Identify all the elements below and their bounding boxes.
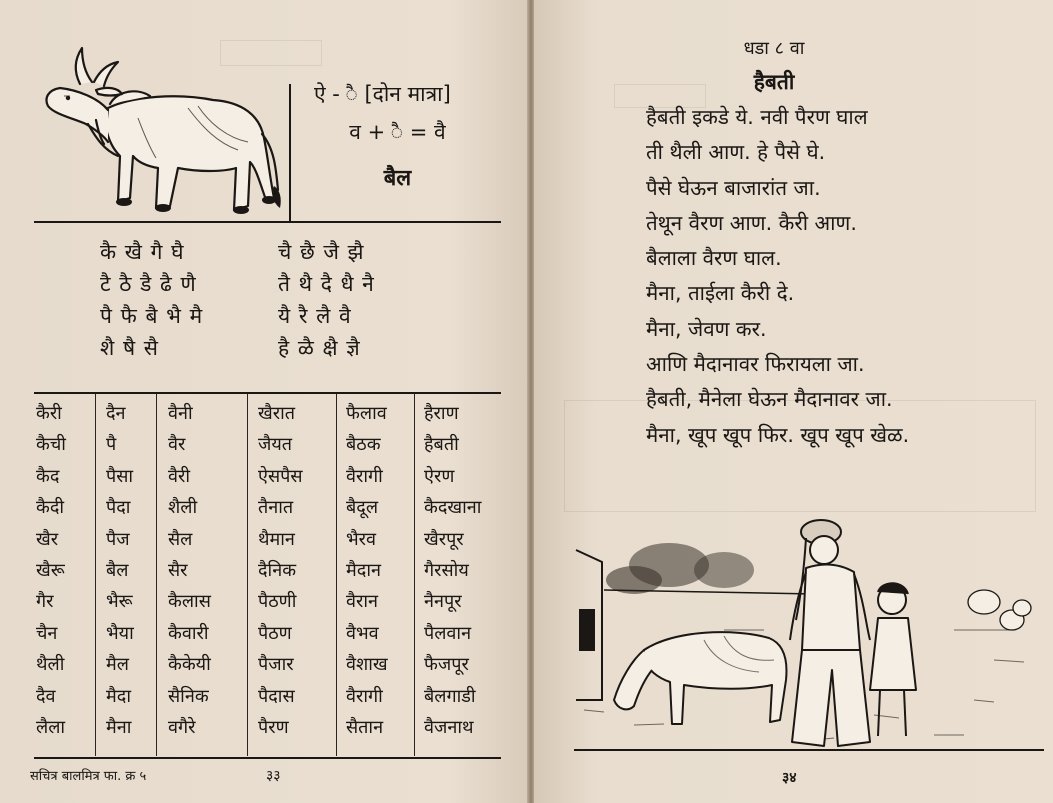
vowel-title: ऐ - ै [दोन मात्रा] [314, 82, 451, 106]
word: जैयत [258, 434, 293, 456]
word: कैलास [168, 591, 211, 613]
rule-middle [34, 392, 501, 394]
column-divider [247, 394, 248, 756]
word-column-6 [424, 401, 481, 746]
word: दैनिक [258, 559, 297, 581]
word: हैबती [424, 434, 459, 456]
word: थैली [36, 654, 65, 676]
rule-top [34, 221, 501, 223]
word: सैनिक [168, 685, 209, 707]
word: फैजपूर [424, 654, 469, 676]
word: खैरात [258, 403, 296, 424]
syllable-row: यै रै लै वै [278, 304, 352, 328]
word: दैन [106, 403, 126, 424]
rule-bottom [34, 757, 501, 759]
word: बैठक [346, 434, 381, 456]
word: वैर [168, 434, 186, 456]
word: शैली [168, 497, 198, 519]
word: कैकेयी [168, 654, 211, 676]
word: खैरू [36, 559, 65, 581]
word: वैभव [346, 622, 379, 644]
word: तैनात [258, 497, 294, 519]
word: गैरसोय [424, 559, 469, 581]
story-line: ती थैली आण. हे पैसे घे. [646, 140, 826, 165]
word: खैर [36, 528, 59, 550]
word: गैर [36, 591, 54, 613]
word: वैशाख [346, 654, 388, 676]
word: ऐसपैस [258, 465, 303, 487]
page-number-right: ३४ [782, 770, 797, 786]
word: पै [106, 434, 117, 456]
story-line: मैना, खूप खूप फिर. खूप खूप खेळ. [646, 422, 910, 447]
right-page [534, 0, 1053, 803]
word: कैद [36, 465, 60, 487]
syllable-row: चै छै जै झै [278, 240, 365, 264]
word: ऐरण [424, 465, 455, 487]
syllable-row: तै थै दै धै नै [278, 272, 375, 296]
lesson-title: हैबती [753, 70, 795, 94]
word: पैठण [258, 622, 292, 644]
word: कैदखाना [424, 497, 482, 519]
word: पैसा [106, 465, 134, 487]
syllable-row: शै षै सै [100, 336, 159, 360]
word: वैरागी [346, 685, 383, 707]
vowel-box [300, 80, 495, 192]
syllables-left [100, 238, 203, 366]
syllable-row: है ळै क्षै ज्ञै [278, 336, 361, 360]
word-column-5 [346, 401, 388, 746]
story-line: तेथून वैरण आण. कैरी आण. [646, 210, 857, 235]
word: बैल [106, 559, 129, 581]
story-line: हैबती इकडे ये. नवी पैरण घाल [646, 105, 868, 129]
word-column-3 [168, 401, 211, 746]
story-text [646, 103, 909, 456]
word-column-2 [106, 401, 134, 746]
word: पैजार [258, 654, 294, 676]
word: लैला [36, 716, 66, 738]
word: सैतान [346, 716, 384, 738]
word: कैवारी [168, 622, 209, 644]
word: बैदूल [346, 497, 379, 519]
word: पैदा [106, 497, 131, 519]
syllables-right [278, 238, 375, 366]
word: बैलगाडी [424, 685, 476, 707]
village-scene-illustration [574, 510, 1044, 758]
word: भैया [106, 622, 134, 644]
word: कैरी [36, 403, 62, 424]
story-line: हैबती, मैनेला घेऊन मैदानावर जा. [646, 387, 893, 412]
syllable-row: पै फै बै भै मै [100, 304, 204, 328]
column-divider [95, 394, 96, 756]
story-line: बैलाला वैरण घाल. [646, 246, 782, 271]
word: चैन [36, 622, 58, 644]
column-divider [156, 394, 157, 756]
word: भैरू [106, 591, 133, 613]
word: हैराण [424, 403, 459, 424]
word: मैल [106, 654, 129, 676]
word: कैची [36, 434, 66, 456]
word: पैठणी [258, 591, 297, 613]
word: खैरपूर [424, 528, 464, 550]
header-divider [289, 84, 291, 222]
word: वैरान [346, 591, 379, 613]
keyword: बैल [383, 166, 412, 191]
book-footer: सचित्र बालमित्र फा. क्र ५ [30, 769, 147, 784]
word: मैना [106, 716, 132, 738]
word: सैल [168, 528, 193, 550]
bull-illustration [38, 38, 283, 223]
column-divider [414, 394, 415, 756]
page-number-left: ३३ [266, 768, 281, 784]
syllable-row: कै खै गै घै [100, 240, 185, 264]
lesson-number: धडा ८ वा [743, 38, 805, 59]
word: मैदान [346, 559, 381, 581]
word: वैजनाथ [424, 716, 474, 738]
word: कैदी [36, 497, 65, 519]
vowel-formula: व + ै = वै [349, 120, 446, 144]
word: पैज [106, 528, 130, 550]
story-line: पैसे घेऊन बाजारांत जा. [646, 175, 821, 200]
column-divider [336, 394, 337, 756]
word: थैमान [258, 528, 295, 550]
word: भैरव [346, 528, 377, 550]
word: वैरागी [346, 465, 383, 487]
story-line: आणि मैदानावर फिरायला जा. [646, 352, 865, 377]
syllable-row: टै ठै डै ढै णै [100, 272, 197, 296]
word: सैर [168, 559, 188, 581]
word: पैरण [258, 716, 289, 738]
word: नैनपूर [424, 591, 462, 613]
word: वगैरे [168, 716, 196, 738]
story-line: मैना, ताईला कैरी दे. [646, 281, 795, 306]
word: दैव [36, 685, 56, 707]
story-line: मैना, जेवण कर. [646, 316, 767, 341]
word: फैलाव [346, 403, 387, 424]
word: पैलवान [424, 622, 472, 644]
word: वैरी [168, 465, 191, 487]
word-column-4 [258, 401, 303, 746]
word: वैनी [168, 403, 193, 424]
word: पैदास [258, 685, 295, 707]
word: मैदा [106, 685, 131, 707]
word-column-1 [36, 401, 66, 746]
